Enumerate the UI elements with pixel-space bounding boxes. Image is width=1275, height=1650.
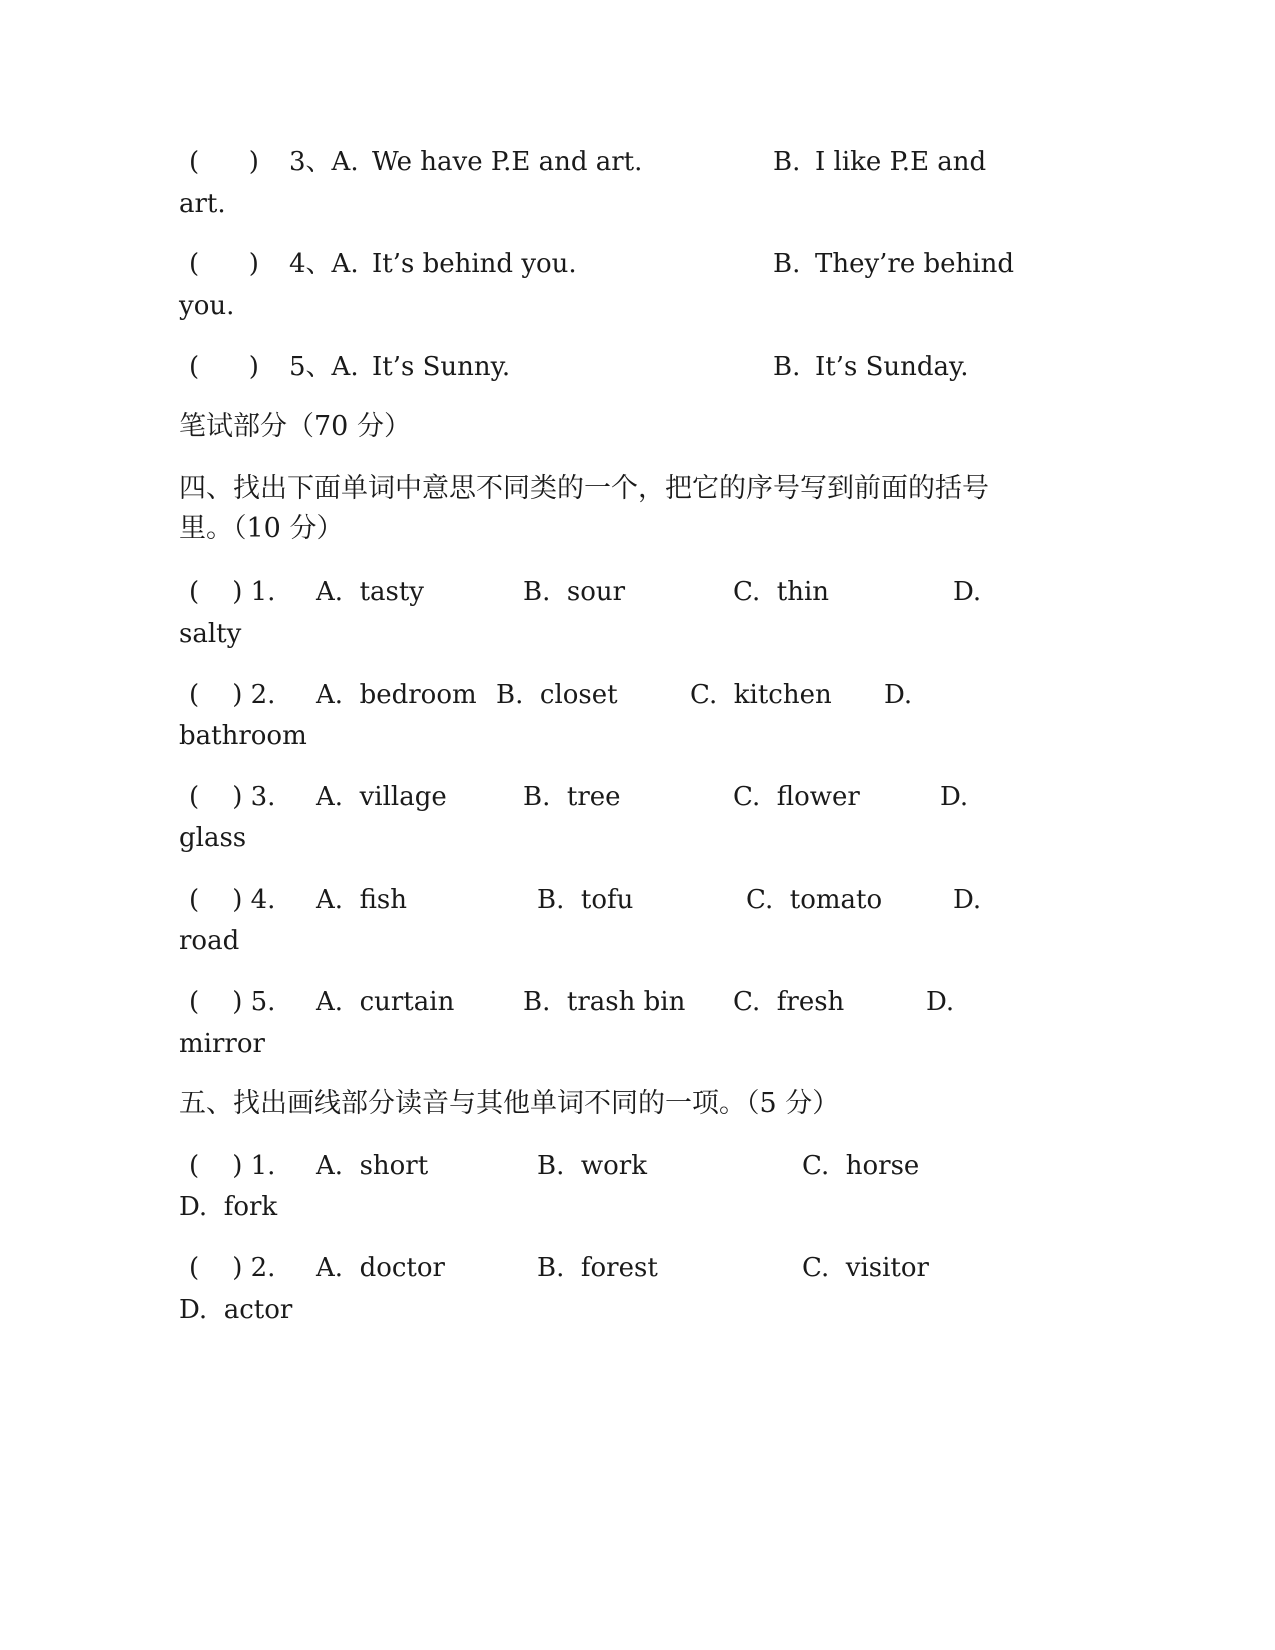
item-prefix: ( ) 1.	[189, 1151, 276, 1181]
option-b: B. closet	[496, 680, 618, 710]
option-d: D.	[953, 885, 982, 915]
option-b: I like P.E and	[815, 147, 987, 177]
section-4-title: 四、找出下面单词中意思不同类的一个，把它的序号写到前面的括号	[179, 473, 989, 504]
listening-item-5	[0, 352, 1275, 382]
option-d: D.	[953, 577, 982, 607]
section-5-item-1-continuation: D. fork	[179, 1192, 278, 1222]
section-4-item-3-continuation: glass	[179, 823, 247, 853]
written-part-title: 笔试部分（70 分）	[179, 411, 411, 442]
option-a: A. curtain	[316, 987, 455, 1017]
option-c: C. flower	[733, 782, 860, 812]
option-b-label: B.	[773, 249, 801, 279]
option-d: D.	[940, 782, 969, 812]
section-4-item-2-continuation: bathroom	[179, 721, 307, 751]
item-prefix: ( ) 2.	[189, 1253, 276, 1283]
option-b: B. tofu	[537, 885, 634, 915]
item-prefix: ( ) 5.	[189, 987, 276, 1017]
item-prefix: ( ) 1.	[189, 577, 276, 607]
section-4-item-5	[0, 987, 1275, 1017]
section-5-item-2	[0, 1253, 1275, 1283]
answer-blank: ( )	[189, 352, 259, 382]
section-4-title-cont: 里。（10 分）	[179, 513, 344, 544]
section-5-item-1	[0, 1151, 1275, 1181]
option-a: A. tasty	[316, 577, 424, 607]
option-a: A. bedroom	[316, 680, 477, 710]
section-4-item-3	[0, 782, 1275, 812]
option-a: It’s Sunny.	[372, 352, 511, 382]
option-a: A. village	[316, 782, 447, 812]
option-a: We have P.E and art.	[372, 147, 643, 177]
option-b: B. forest	[537, 1253, 658, 1283]
listening-item-4	[0, 249, 1275, 279]
section-5-item-2-continuation: D. actor	[179, 1295, 293, 1325]
answer-blank: ( )	[189, 249, 259, 279]
option-b: It’s Sunday.	[815, 352, 969, 382]
option-c: C. tomato	[746, 885, 883, 915]
answer-blank: ( )	[189, 147, 259, 177]
section-4-item-4-continuation: road	[179, 926, 240, 956]
option-c: C. kitchen	[690, 680, 832, 710]
item-number: 3、A.	[289, 147, 359, 177]
option-c: C. visitor	[802, 1253, 929, 1283]
option-c: C. fresh	[733, 987, 845, 1017]
item-prefix: ( ) 3.	[189, 782, 276, 812]
section-4-item-1	[0, 577, 1275, 607]
option-b: They’re behind	[815, 249, 1014, 279]
item-prefix: ( ) 4.	[189, 885, 276, 915]
option-b: B. work	[537, 1151, 647, 1181]
option-b: B. trash bin	[523, 987, 686, 1017]
option-a: A. doctor	[316, 1253, 445, 1283]
section-4-item-4	[0, 885, 1275, 915]
option-b: B. sour	[523, 577, 626, 607]
section-4-item-5-continuation: mirror	[179, 1029, 265, 1059]
option-b-label: B.	[773, 147, 801, 177]
option-a: A. short	[316, 1151, 429, 1181]
option-a: A. fish	[316, 885, 407, 915]
option-d: D.	[926, 987, 955, 1017]
item-number: 5、A.	[289, 352, 359, 382]
option-b-label: B.	[773, 352, 801, 382]
option-b: B. tree	[523, 782, 621, 812]
option-c: C. thin	[733, 577, 830, 607]
section-4-item-2	[0, 680, 1275, 710]
item-number: 4、A.	[289, 249, 359, 279]
listening-item-4-continuation: you.	[179, 291, 235, 321]
option-c: C. horse	[802, 1151, 920, 1181]
option-d: D.	[884, 680, 913, 710]
listening-item-3-continuation: art.	[179, 189, 226, 219]
section-5-title: 五、找出画线部分读音与其他单词不同的一项。（5 分）	[179, 1088, 840, 1119]
section-4-item-1-continuation: salty	[179, 619, 242, 649]
option-a: It’s behind you.	[372, 249, 577, 279]
item-prefix: ( ) 2.	[189, 680, 276, 710]
listening-item-3	[0, 147, 1275, 177]
